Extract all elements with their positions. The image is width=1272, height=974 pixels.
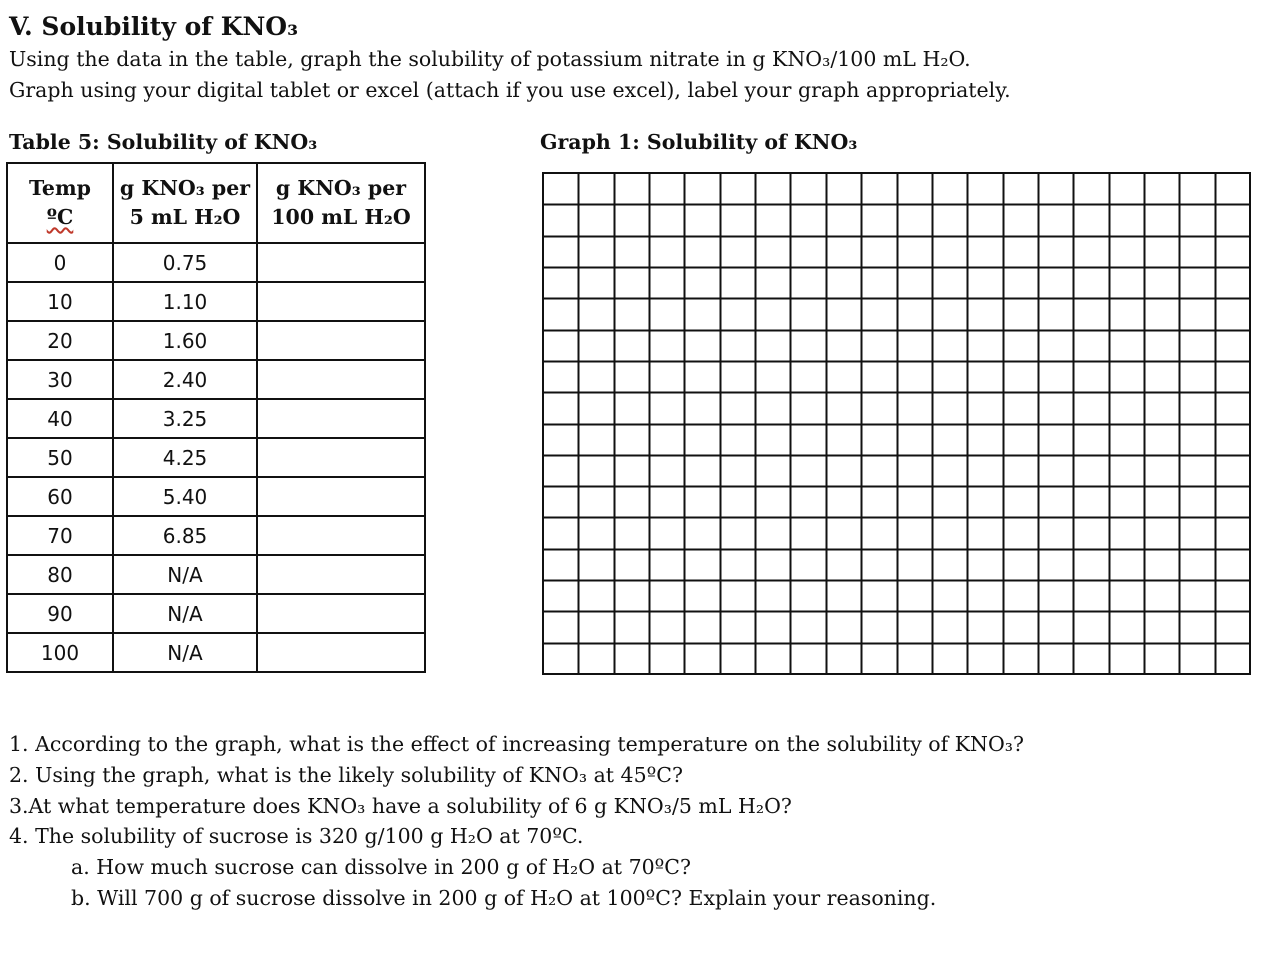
graph-caption: Graph 1: Solubility of KNO₃ bbox=[540, 130, 858, 154]
table-row bbox=[7, 399, 425, 438]
cell-per-100ml[interactable] bbox=[257, 516, 425, 555]
instructions-line-1: Using the data in the table, graph the solubility of potassium nitrate in g KNO₃/100 mL H₂O. bbox=[9, 47, 971, 71]
cell-per-5ml: 2.40 bbox=[113, 360, 257, 399]
table-header-row bbox=[7, 163, 425, 243]
header-per-100ml-line2: 100 mL H₂O bbox=[271, 205, 411, 229]
cell-per-5ml: 1.10 bbox=[113, 282, 257, 321]
cell-per-100ml[interactable] bbox=[257, 243, 425, 282]
header-per-5ml-line2: 5 mL H₂O bbox=[129, 205, 241, 229]
cell-per-5ml: 1.60 bbox=[113, 321, 257, 360]
question-3: 3.At what temperature does KNO₃ have a solubility of 6 g KNO₃/5 mL H₂O? bbox=[9, 793, 792, 818]
question-1: 1. According to the graph, what is the effect of increasing temperature on the solubility of KNO₃? bbox=[9, 732, 1025, 756]
cell-per-5ml: 4.25 bbox=[113, 438, 257, 477]
header-per-100ml bbox=[257, 163, 425, 243]
cell-temp: 100 bbox=[7, 633, 113, 672]
cell-per-100ml[interactable] bbox=[257, 321, 425, 360]
page-title: V. Solubility of KNO₃ bbox=[9, 12, 299, 41]
cell-per-100ml[interactable] bbox=[257, 360, 425, 399]
cell-per-100ml[interactable] bbox=[257, 555, 425, 594]
questions bbox=[9, 729, 1024, 914]
header-temp-label: Temp bbox=[29, 176, 91, 200]
cell-per-5ml: 0.75 bbox=[113, 243, 257, 282]
graph-grid[interactable] bbox=[542, 172, 1251, 675]
cell-per-100ml[interactable] bbox=[257, 399, 425, 438]
question-4a: a. How much sucrose can dissolve in 200 g of H₂O at 70ºC? bbox=[71, 855, 691, 880]
solubility-table bbox=[6, 162, 426, 673]
cell-per-5ml: 3.25 bbox=[113, 399, 257, 438]
table-row bbox=[7, 516, 425, 555]
cell-per-100ml[interactable] bbox=[257, 594, 425, 633]
table-row bbox=[7, 360, 425, 399]
table-row bbox=[7, 438, 425, 477]
header-per-5ml bbox=[113, 163, 257, 243]
cell-temp: 60 bbox=[7, 477, 113, 516]
instructions bbox=[9, 44, 1011, 106]
cell-temp: 40 bbox=[7, 399, 113, 438]
cell-temp: 50 bbox=[7, 438, 113, 477]
instructions-line-2: Graph using your digital tablet or excel (attach if you use excel), label your graph appropriately. bbox=[9, 78, 1011, 102]
cell-per-100ml[interactable] bbox=[257, 633, 425, 672]
header-temp-unit: ºC bbox=[46, 205, 74, 229]
cell-per-5ml: 5.40 bbox=[113, 477, 257, 516]
header-temp bbox=[7, 163, 113, 243]
cell-temp: 30 bbox=[7, 360, 113, 399]
cell-per-5ml: 6.85 bbox=[113, 516, 257, 555]
cell-temp: 20 bbox=[7, 321, 113, 360]
cell-per-5ml: N/A bbox=[113, 555, 257, 594]
cell-temp: 0 bbox=[7, 243, 113, 282]
cell-temp: 70 bbox=[7, 516, 113, 555]
cell-temp: 10 bbox=[7, 282, 113, 321]
question-4: 4. The solubility of sucrose is 320 g/100 g H₂O at 70ºC. bbox=[9, 824, 584, 849]
cell-temp: 80 bbox=[7, 555, 113, 594]
table-row bbox=[7, 243, 425, 282]
cell-per-100ml[interactable] bbox=[257, 438, 425, 477]
cell-per-100ml[interactable] bbox=[257, 282, 425, 321]
table-row bbox=[7, 555, 425, 594]
cell-per-100ml[interactable] bbox=[257, 477, 425, 516]
table-row bbox=[7, 282, 425, 321]
question-2: 2. Using the graph, what is the likely solubility of KNO₃ at 45ºC? bbox=[9, 762, 683, 787]
table-caption: Table 5: Solubility of KNO₃ bbox=[9, 130, 318, 154]
table-row bbox=[7, 477, 425, 516]
table-row bbox=[7, 594, 425, 633]
table-row bbox=[7, 321, 425, 360]
cell-per-5ml: N/A bbox=[113, 633, 257, 672]
cell-temp: 90 bbox=[7, 594, 113, 633]
header-per-100ml-line1: g KNO₃ per bbox=[275, 176, 407, 200]
header-per-5ml-line1: g KNO₃ per bbox=[119, 176, 251, 200]
question-4b: b. Will 700 g of sucrose dissolve in 200 g of H₂O at 100ºC? Explain your reasoning. bbox=[71, 885, 937, 910]
table-row bbox=[7, 633, 425, 672]
cell-per-5ml: N/A bbox=[113, 594, 257, 633]
